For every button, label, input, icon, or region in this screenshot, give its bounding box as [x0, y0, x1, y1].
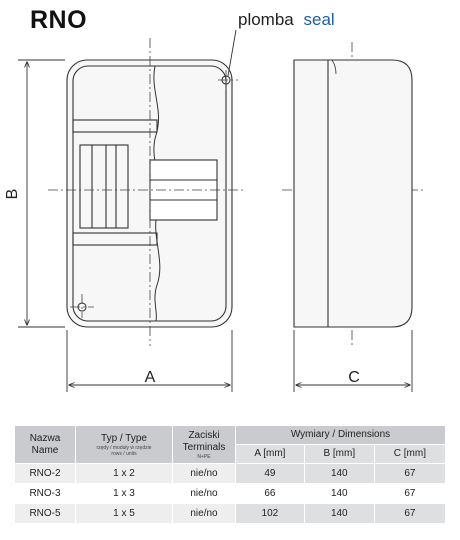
- seal-label: [238, 10, 335, 29]
- cell-type: 1 x 3: [76, 484, 173, 504]
- header-c: C [mm]: [374, 445, 445, 464]
- header-type: Typ / Type rzędy / moduły w rzędzie rows / units: [76, 426, 173, 464]
- cell-a: 66: [236, 484, 305, 504]
- dimension-b: [18, 60, 65, 327]
- header-b: B [mm]: [304, 445, 374, 464]
- cell-name: RNO-3: [15, 484, 76, 504]
- table-row: [15, 464, 446, 484]
- side-outer-body: [294, 60, 412, 327]
- cell-b: 140: [304, 504, 374, 524]
- table-row: [15, 504, 446, 524]
- header-dimensions: Wymiary / Dimensions: [236, 426, 446, 445]
- dimension-a-label: A: [144, 369, 156, 386]
- seal-leader-line: [228, 30, 236, 76]
- cell-b: 140: [304, 464, 374, 484]
- cell-a: 49: [236, 464, 305, 484]
- dimensions-table: [14, 425, 446, 524]
- cell-terminals: nie/no: [173, 504, 236, 524]
- cell-type: 1 x 2: [76, 464, 173, 484]
- header-terminals: Zaciski Terminals N+PE: [173, 426, 236, 464]
- front-view: [67, 60, 232, 327]
- dimension-c-label: C: [348, 369, 360, 386]
- cell-type: 1 x 5: [76, 504, 173, 524]
- header-a: A [mm]: [236, 445, 305, 464]
- seal-label-en: seal: [303, 10, 335, 29]
- table-header-row-1: [15, 426, 446, 445]
- product-title: RNO: [30, 6, 88, 34]
- cell-c: 67: [374, 504, 445, 524]
- header-name: Nazwa Name: [15, 426, 76, 464]
- seal-label-pl: plomba: [238, 10, 294, 29]
- cell-terminals: nie/no: [173, 484, 236, 504]
- cell-c: 67: [374, 464, 445, 484]
- dimension-b-label: B: [4, 188, 21, 200]
- cell-c: 67: [374, 484, 445, 504]
- side-view: [294, 60, 412, 327]
- cell-b: 140: [304, 484, 374, 504]
- cell-name: RNO-2: [15, 464, 76, 484]
- cell-name: RNO-5: [15, 504, 76, 524]
- cell-terminals: nie/no: [173, 464, 236, 484]
- cell-a: 102: [236, 504, 305, 524]
- table-row: [15, 484, 446, 504]
